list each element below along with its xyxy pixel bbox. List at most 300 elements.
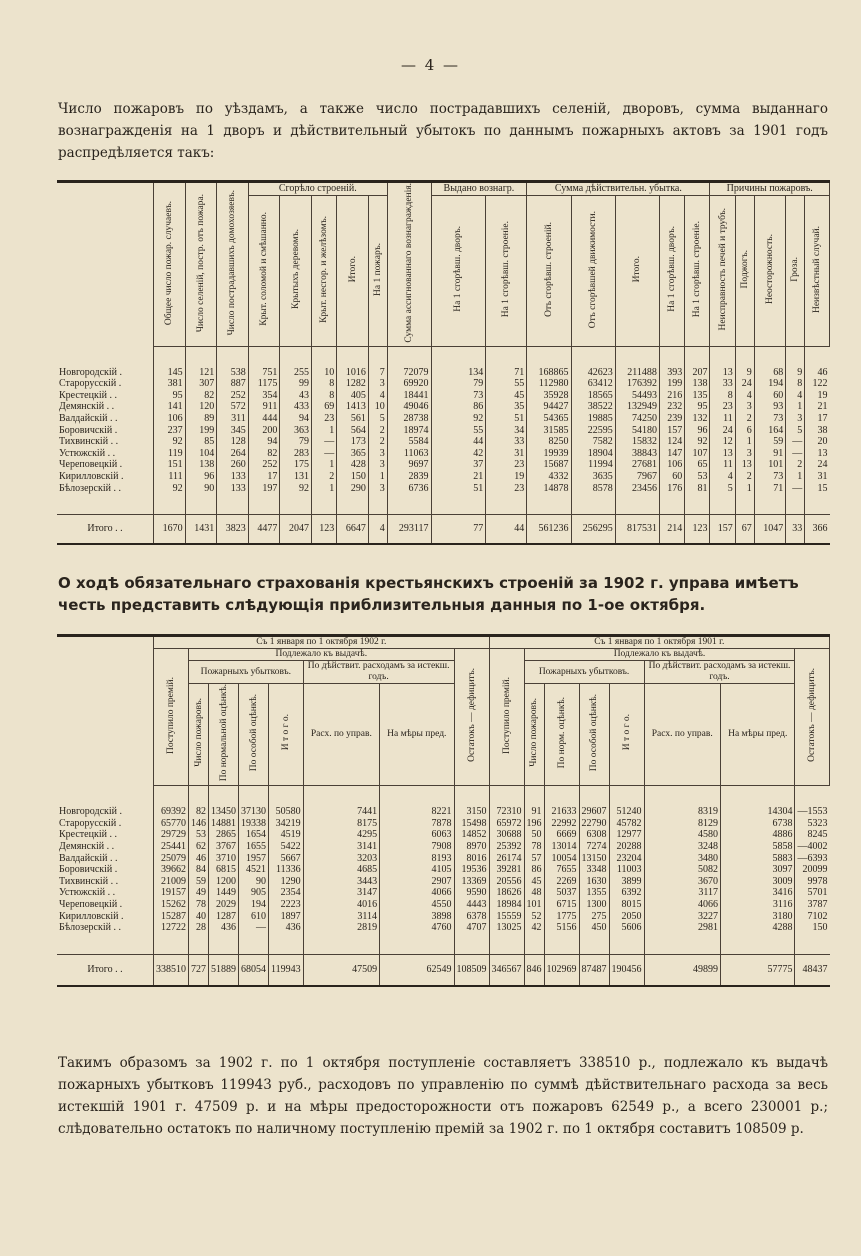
table-cell: 3147 bbox=[303, 887, 379, 899]
table-cell: 18565 bbox=[571, 390, 615, 402]
col-cause-arson: Поджогъ. bbox=[735, 195, 754, 346]
table-cell: 2050 bbox=[609, 911, 644, 923]
table-cell: 69920 bbox=[387, 378, 431, 390]
table-cell: 168865 bbox=[527, 367, 571, 379]
total-cell: 6647 bbox=[337, 515, 369, 545]
district-name: Валдайскій . . bbox=[59, 413, 118, 425]
table-cell: 3635 bbox=[571, 471, 615, 483]
table-cell: 111 bbox=[154, 471, 186, 483]
table-cell: 21 bbox=[805, 401, 830, 413]
table-cell: 119 bbox=[154, 448, 186, 460]
col-group-burned: Сгорѣло строеній. bbox=[248, 182, 387, 196]
table-cell: 7655 bbox=[544, 864, 579, 876]
table-cell: 307 bbox=[185, 378, 217, 390]
table-cell: 14852 bbox=[454, 829, 489, 841]
table-cell: 95 bbox=[154, 390, 186, 402]
table-cell: 73 bbox=[431, 390, 486, 402]
table-cell: 6378 bbox=[454, 911, 489, 923]
table-cell: 436 bbox=[269, 922, 304, 934]
table-cell: 3180 bbox=[720, 911, 794, 923]
col-loss-itogo: Итого. bbox=[615, 195, 659, 346]
table-cell: 48 bbox=[524, 887, 544, 899]
col-itogo-1902: И т о г о. bbox=[269, 684, 304, 786]
table-cell: 5584 bbox=[387, 436, 431, 448]
table-cell: 3416 bbox=[720, 887, 794, 899]
table-cell: 19536 bbox=[454, 864, 489, 876]
district-name: Демянскій . . bbox=[59, 841, 115, 853]
table-cell: 96 bbox=[685, 425, 710, 437]
table-cell: 29729 bbox=[154, 829, 189, 841]
table-cell: 19885 bbox=[571, 413, 615, 425]
table-cell: 82 bbox=[189, 806, 209, 818]
table-row bbox=[57, 806, 830, 818]
district-name: Устюжскій . . bbox=[59, 447, 116, 459]
col-fires-count-1901: Число пожаровъ. bbox=[524, 684, 544, 786]
table-cell: 9590 bbox=[454, 887, 489, 899]
table-row bbox=[57, 841, 830, 853]
table-cell: 264 bbox=[217, 448, 249, 460]
table-cell: 4521 bbox=[239, 864, 269, 876]
table-cell: 17 bbox=[805, 413, 830, 425]
table-cell: 92 bbox=[154, 436, 186, 448]
table-cell: 11003 bbox=[609, 864, 644, 876]
table-cell: 1 bbox=[786, 471, 805, 483]
table-cell: 18984 bbox=[489, 899, 524, 911]
table-cell: 3480 bbox=[644, 853, 720, 865]
table-cell: 122 bbox=[805, 378, 830, 390]
table-cell: 69 bbox=[311, 401, 336, 413]
table-row bbox=[57, 367, 830, 379]
table-cell: 37 bbox=[431, 459, 486, 471]
table-cell: 6715 bbox=[544, 899, 579, 911]
table-cell: 5701 bbox=[795, 887, 830, 899]
table-cell: 40 bbox=[189, 911, 209, 923]
col-villages: Число селеній, постр. отъ пожара. bbox=[185, 182, 217, 347]
col-paid-per-building: На 1 сгорѣвш. строеніе. bbox=[486, 195, 527, 346]
table-cell: 29607 bbox=[579, 806, 609, 818]
table-cell: 450 bbox=[579, 922, 609, 934]
table-cell: 8319 bbox=[644, 806, 720, 818]
table-cell: 3 bbox=[368, 459, 387, 471]
table-cell: 4 bbox=[735, 390, 754, 402]
table-cell: — bbox=[239, 922, 269, 934]
table-cell: 49 bbox=[189, 887, 209, 899]
table-cell: 22790 bbox=[579, 818, 609, 830]
table-cell: 4 bbox=[710, 471, 735, 483]
total-cell: 33 bbox=[786, 515, 805, 545]
district-name: Тихвинскій . . bbox=[59, 436, 119, 448]
total-cell: 77 bbox=[431, 515, 486, 545]
table-cell: 94 bbox=[280, 413, 312, 425]
table-cell: 34 bbox=[486, 425, 527, 437]
table-cell: 79 bbox=[431, 378, 486, 390]
table-row bbox=[57, 483, 830, 495]
total-cell: 338510 bbox=[154, 954, 189, 986]
total-cell: 123 bbox=[685, 515, 710, 545]
table-cell: 59 bbox=[189, 876, 209, 888]
table-cell: 12722 bbox=[154, 922, 189, 934]
total-cell: 4477 bbox=[248, 515, 280, 545]
table-cell: 290 bbox=[337, 483, 369, 495]
col-fires-count-1902: Число пожаровъ. bbox=[189, 684, 209, 786]
table-cell: 19 bbox=[486, 471, 527, 483]
table-cell: 133 bbox=[217, 471, 249, 483]
table-cell: 150 bbox=[337, 471, 369, 483]
table-cell: 93 bbox=[754, 401, 786, 413]
table-cell: 12977 bbox=[609, 829, 644, 841]
table-cell: 5082 bbox=[644, 864, 720, 876]
table-cell: 38843 bbox=[615, 448, 659, 460]
table-cell: 101 bbox=[524, 899, 544, 911]
table-cell: 1 bbox=[368, 471, 387, 483]
total-cell: 293117 bbox=[387, 515, 431, 545]
total-cell: 1047 bbox=[754, 515, 786, 545]
col-straw: Крыт. соломой и смѣшанно. bbox=[248, 195, 280, 346]
total-cell: 119943 bbox=[269, 954, 304, 986]
table-cell: 21 bbox=[431, 471, 486, 483]
table-cell: 112980 bbox=[527, 378, 571, 390]
table-cell: 3227 bbox=[644, 911, 720, 923]
table-cell: 23 bbox=[486, 459, 527, 471]
district-name: Череповецкій . bbox=[59, 899, 123, 911]
table-cell: 3898 bbox=[380, 911, 454, 923]
table-cell: 255 bbox=[280, 367, 312, 379]
total-cell: 51889 bbox=[209, 954, 239, 986]
table-cell: 33 bbox=[710, 378, 735, 390]
table-cell: 176 bbox=[659, 483, 684, 495]
table-cell: 216 bbox=[659, 390, 684, 402]
table-cell: 2223 bbox=[269, 899, 304, 911]
table-cell: 2 bbox=[368, 436, 387, 448]
col-district bbox=[57, 182, 154, 347]
table-cell: 444 bbox=[248, 413, 280, 425]
table-cell: 51 bbox=[486, 413, 527, 425]
table-cell: 31585 bbox=[527, 425, 571, 437]
table-cell: 92 bbox=[685, 436, 710, 448]
table-cell: 1 bbox=[311, 425, 336, 437]
table-cell: 151 bbox=[154, 459, 186, 471]
total-cell: 190456 bbox=[609, 954, 644, 986]
table-cell: 4105 bbox=[380, 864, 454, 876]
table-cell: 13450 bbox=[209, 806, 239, 818]
table-cell: 176392 bbox=[615, 378, 659, 390]
table-cell: 23 bbox=[486, 483, 527, 495]
table-row bbox=[57, 436, 830, 448]
total-cell: 366 bbox=[805, 515, 830, 545]
table-row bbox=[57, 413, 830, 425]
table-cell: 121 bbox=[185, 367, 217, 379]
table-cell: 63412 bbox=[571, 378, 615, 390]
table-cell: 1 bbox=[311, 459, 336, 471]
table-cell: 200 bbox=[248, 425, 280, 437]
table-cell: 24 bbox=[710, 425, 735, 437]
table-cell: 10 bbox=[368, 401, 387, 413]
table-cell: 3670 bbox=[644, 876, 720, 888]
table-cell: 35928 bbox=[527, 390, 571, 402]
table-cell: 2907 bbox=[380, 876, 454, 888]
total-cell: 2047 bbox=[280, 515, 312, 545]
table-cell: 91 bbox=[754, 448, 786, 460]
col-measures-1902: На мѣры пред. bbox=[380, 684, 454, 786]
table-cell: 13025 bbox=[489, 922, 524, 934]
table-cell: 15287 bbox=[154, 911, 189, 923]
table-cell: 9978 bbox=[795, 876, 830, 888]
table-cell: 564 bbox=[337, 425, 369, 437]
table-cell: 150 bbox=[795, 922, 830, 934]
table-cell: 345 bbox=[217, 425, 249, 437]
total-row bbox=[57, 954, 830, 986]
table-cell: 393 bbox=[659, 367, 684, 379]
table-cell: 381 bbox=[154, 378, 186, 390]
table-cell: 5606 bbox=[609, 922, 644, 934]
table-cell: 134 bbox=[431, 367, 486, 379]
table-cell: 3348 bbox=[579, 864, 609, 876]
total-row bbox=[57, 515, 830, 545]
table-cell: 3 bbox=[735, 401, 754, 413]
table-cell: 1 bbox=[311, 483, 336, 495]
table-cell: 107 bbox=[685, 448, 710, 460]
col-admin-1902: Расх. по управ. bbox=[303, 684, 379, 786]
total-cell: 44 bbox=[486, 515, 527, 545]
table-cell: 19939 bbox=[527, 448, 571, 460]
table-cell: 55 bbox=[486, 378, 527, 390]
table-cell: 24 bbox=[735, 378, 754, 390]
table-cell: 65 bbox=[685, 459, 710, 471]
table-cell: 7441 bbox=[303, 806, 379, 818]
table-cell: 13 bbox=[805, 448, 830, 460]
table-cell: 131 bbox=[280, 471, 312, 483]
table-cell: 18441 bbox=[387, 390, 431, 402]
total-cell: 4 bbox=[368, 515, 387, 545]
table-cell: 25392 bbox=[489, 841, 524, 853]
table-cell: 90 bbox=[239, 876, 269, 888]
col-premiums-1901: Поступило премій. bbox=[489, 649, 524, 786]
table-cell: 60 bbox=[754, 390, 786, 402]
total-cell: 157 bbox=[710, 515, 735, 545]
table-cell: 54180 bbox=[615, 425, 659, 437]
page-number: — 4 — bbox=[400, 56, 461, 74]
table-cell: 69392 bbox=[154, 806, 189, 818]
table-cell: 1300 bbox=[579, 899, 609, 911]
table-cell: 1630 bbox=[579, 876, 609, 888]
table-cell: 42 bbox=[431, 448, 486, 460]
table-cell: — bbox=[786, 448, 805, 460]
table-cell: 71 bbox=[754, 483, 786, 495]
table-row bbox=[57, 864, 830, 876]
table-cell: 194 bbox=[239, 899, 269, 911]
table-cell: 2819 bbox=[303, 922, 379, 934]
table-cell: 7967 bbox=[615, 471, 659, 483]
col-group-paid: Выдано вознагр. bbox=[431, 182, 527, 196]
district-name: Крестецкій . . bbox=[59, 389, 117, 401]
table-cell: 42623 bbox=[571, 367, 615, 379]
table-cell: — bbox=[786, 436, 805, 448]
table-cell: 45 bbox=[524, 876, 544, 888]
table-cell: 50 bbox=[524, 829, 544, 841]
col-iron: Крыт. несгор. и желѣзомъ. bbox=[311, 195, 336, 346]
total-cell: 1431 bbox=[185, 515, 217, 545]
table-cell: 94427 bbox=[527, 401, 571, 413]
table-cell: 6736 bbox=[387, 483, 431, 495]
table-cell: 28738 bbox=[387, 413, 431, 425]
table-cell: 27681 bbox=[615, 459, 659, 471]
table-cell: 95 bbox=[685, 401, 710, 413]
table-cell: 6669 bbox=[544, 829, 579, 841]
table-cell: 4550 bbox=[380, 899, 454, 911]
table-cell: 3150 bbox=[454, 806, 489, 818]
table-cell: 237 bbox=[154, 425, 186, 437]
district-name: Тихвинскій . . bbox=[59, 875, 119, 887]
table-cell: 2 bbox=[786, 459, 805, 471]
table-cell: 199 bbox=[659, 378, 684, 390]
table-cell: 8245 bbox=[795, 829, 830, 841]
fires-by-district-table bbox=[57, 180, 830, 545]
table-cell: 51 bbox=[431, 483, 486, 495]
table-cell: 1413 bbox=[337, 401, 369, 413]
table-cell: 164 bbox=[754, 425, 786, 437]
table-cell: 5156 bbox=[544, 922, 579, 934]
table-row bbox=[57, 401, 830, 413]
total-cell: 62549 bbox=[380, 954, 454, 986]
table-cell: 4066 bbox=[644, 899, 720, 911]
total-cell: 108509 bbox=[454, 954, 489, 986]
table-cell: 4443 bbox=[454, 899, 489, 911]
table-cell: 72310 bbox=[489, 806, 524, 818]
table-cell: 911 bbox=[248, 401, 280, 413]
table-cell: 1200 bbox=[209, 876, 239, 888]
table-cell: 2269 bbox=[544, 876, 579, 888]
table-cell: 44 bbox=[431, 436, 486, 448]
table-cell: 3899 bbox=[609, 876, 644, 888]
table-cell: 1 bbox=[786, 401, 805, 413]
table-cell: 146 bbox=[189, 818, 209, 830]
table-cell: 3117 bbox=[644, 887, 720, 899]
district-name: Бѣлозерскій . . bbox=[59, 922, 121, 934]
total-cell: 48437 bbox=[795, 954, 830, 986]
table-cell: 74250 bbox=[615, 413, 659, 425]
table-cell: 19338 bbox=[239, 818, 269, 830]
table-cell: 3710 bbox=[209, 853, 239, 865]
table-cell: — bbox=[311, 448, 336, 460]
col-actual-1902: По дѣйствит. расходамъ за истекш. годъ. bbox=[303, 661, 454, 684]
table-cell: 45782 bbox=[609, 818, 644, 830]
table-cell: 65972 bbox=[489, 818, 524, 830]
table-cell: 85 bbox=[185, 436, 217, 448]
table-cell: 4295 bbox=[303, 829, 379, 841]
table-cell: 89 bbox=[185, 413, 217, 425]
col-loss-buildings: Отъ сгорѣвш. строеній. bbox=[527, 195, 571, 346]
table-cell: 5 bbox=[710, 483, 735, 495]
table-cell: 90 bbox=[185, 483, 217, 495]
district-name: Боровичскій . bbox=[59, 424, 118, 436]
col-measures-1901: На мѣры пред. bbox=[720, 684, 794, 786]
table-cell: 211488 bbox=[615, 367, 659, 379]
table-cell: 8 bbox=[710, 390, 735, 402]
table-cell: 3116 bbox=[720, 899, 794, 911]
col-total-fires: Общее число пожар. случаевъ. bbox=[154, 182, 186, 347]
table-cell: 1957 bbox=[239, 853, 269, 865]
table-cell: 133 bbox=[217, 483, 249, 495]
table-cell: 49046 bbox=[387, 401, 431, 413]
table-cell: 15262 bbox=[154, 899, 189, 911]
col-fire-losses-1902: Пожарныхъ убытковъ. bbox=[189, 661, 304, 684]
table-cell: 22992 bbox=[544, 818, 579, 830]
table-cell: 3 bbox=[368, 378, 387, 390]
table-cell: 15687 bbox=[527, 459, 571, 471]
table-cell: 84 bbox=[189, 864, 209, 876]
table-cell: 4332 bbox=[527, 471, 571, 483]
table-cell: 311 bbox=[217, 413, 249, 425]
table-cell: 6063 bbox=[380, 829, 454, 841]
table-cell: 428 bbox=[337, 459, 369, 471]
table-cell: 199 bbox=[185, 425, 217, 437]
table-cell: 2029 bbox=[209, 899, 239, 911]
table-cell: 86 bbox=[524, 864, 544, 876]
table-cell: 4288 bbox=[720, 922, 794, 934]
table-cell: 6 bbox=[735, 425, 754, 437]
col-paid-per-yard: На 1 сгорѣвш. дворъ. bbox=[431, 195, 486, 346]
table-cell: 15 bbox=[805, 483, 830, 495]
table-cell: 11 bbox=[710, 459, 735, 471]
table-cell: 141 bbox=[154, 401, 186, 413]
table-cell: 2 bbox=[311, 471, 336, 483]
table-cell: 3 bbox=[368, 448, 387, 460]
table-cell: 43 bbox=[280, 390, 312, 402]
table-row bbox=[57, 425, 830, 437]
table-cell: 50580 bbox=[269, 806, 304, 818]
total-cell: 49899 bbox=[644, 954, 720, 986]
table-cell: 3 bbox=[368, 483, 387, 495]
table-cell: 196 bbox=[524, 818, 544, 830]
table-cell: — bbox=[311, 436, 336, 448]
table-cell: 92 bbox=[154, 483, 186, 495]
table-cell: 71 bbox=[486, 367, 527, 379]
table-cell: 538 bbox=[217, 367, 249, 379]
table-cell: 6738 bbox=[720, 818, 794, 830]
district-name: Новгородскій . bbox=[59, 366, 123, 378]
table-cell: 194 bbox=[754, 378, 786, 390]
table-cell: 2354 bbox=[269, 887, 304, 899]
table-cell: 23456 bbox=[615, 483, 659, 495]
table-cell: 433 bbox=[280, 401, 312, 413]
table-cell: 5323 bbox=[795, 818, 830, 830]
col-group-1902: Съ 1 января по 1 октября 1902 г. bbox=[154, 636, 490, 649]
table-row bbox=[57, 818, 830, 830]
table-cell: 34219 bbox=[269, 818, 304, 830]
district-name: Старорусскій . bbox=[59, 817, 122, 829]
col-special-1901: По особой оцѣнкѣ. bbox=[579, 684, 609, 786]
table-cell: —1553 bbox=[795, 806, 830, 818]
table-cell: 905 bbox=[239, 887, 269, 899]
table-row bbox=[57, 911, 830, 923]
table-cell: 4 bbox=[368, 390, 387, 402]
table-row bbox=[57, 922, 830, 934]
total-cell: 67 bbox=[735, 515, 754, 545]
total-label: Итого . . bbox=[57, 515, 154, 545]
table-cell: 1290 bbox=[269, 876, 304, 888]
table-cell: 363 bbox=[280, 425, 312, 437]
table-cell: 132 bbox=[685, 413, 710, 425]
table-cell: 239 bbox=[659, 413, 684, 425]
table-cell: 26174 bbox=[489, 853, 524, 865]
table-cell: 7908 bbox=[380, 841, 454, 853]
table-cell: 3248 bbox=[644, 841, 720, 853]
total-cell: 102969 bbox=[544, 954, 579, 986]
table-cell: 81 bbox=[685, 483, 710, 495]
total-label: Итого . . bbox=[57, 954, 154, 986]
table-cell: 436 bbox=[209, 922, 239, 934]
table-cell: 18626 bbox=[489, 887, 524, 899]
